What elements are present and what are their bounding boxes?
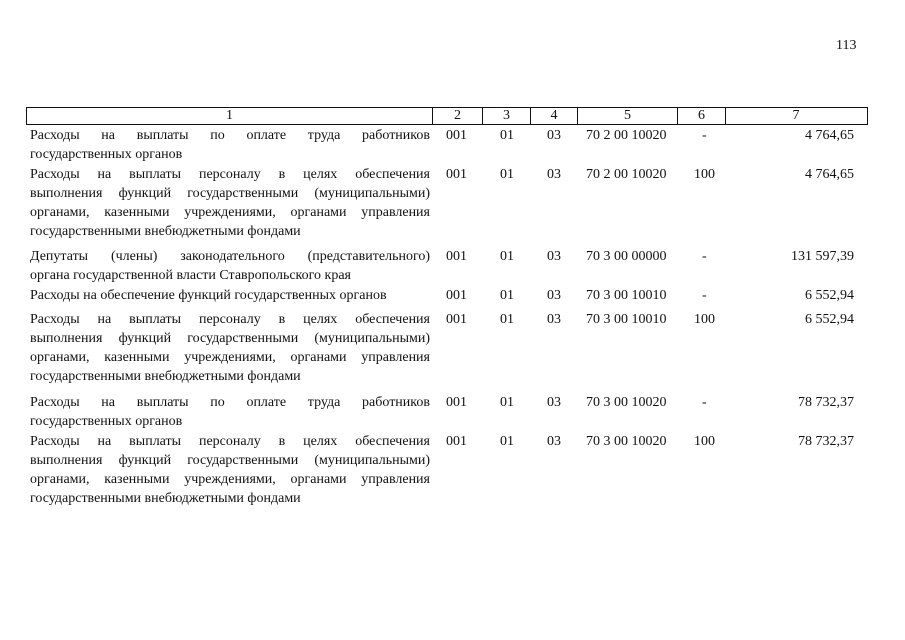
cell-col-7: 4 764,65 (805, 128, 854, 143)
header-col-7: 7 (792, 108, 800, 123)
description-line: Депутаты (члены) законодательного (представительного) (30, 249, 430, 264)
cell-col-7: 131 597,39 (791, 249, 854, 264)
description-line: государственных органов (30, 414, 183, 429)
cell-col-2: 001 (446, 288, 467, 303)
cell-col-4: 03 (547, 395, 561, 410)
cell-col-5: 70 3 00 10020 (586, 434, 667, 449)
description-line: органами, казенными учреждениями, органами управления (30, 472, 430, 487)
row-description (30, 286, 430, 305)
description-line: Расходы на обеспечение функций государственных органов (30, 288, 387, 303)
cell-col-5: 70 2 00 10020 (586, 167, 667, 182)
description-line: государственными внебюджетными фондами (30, 369, 301, 384)
row-description (30, 432, 430, 508)
cell-col-4: 03 (547, 128, 561, 143)
cell-col-2: 001 (446, 434, 467, 449)
cell-col-4: 03 (547, 434, 561, 449)
header-col-4: 4 (531, 108, 578, 124)
cell-col-3: 01 (500, 395, 514, 410)
cell-col-6: - (702, 128, 707, 143)
cell-col-7: 4 764,65 (805, 167, 854, 182)
description-line: Расходы на выплаты персоналу в целях обеспечения (30, 312, 430, 327)
cell-col-3: 01 (500, 167, 514, 182)
cell-col-6: - (702, 395, 707, 410)
header-col-2: 2 (433, 108, 483, 124)
cell-col-4: 03 (547, 312, 561, 327)
description-line: государственных органов (30, 147, 183, 162)
header-col-5: 5 (578, 108, 678, 124)
description-line: Расходы на выплаты по оплате труда работников (30, 128, 430, 143)
table-header (26, 107, 868, 125)
description-line: органами, казенными учреждениями, органами управления (30, 205, 430, 220)
header-col-3: 3 (483, 108, 531, 124)
cell-col-2: 001 (446, 395, 467, 410)
cell-col-6: 100 (694, 167, 715, 182)
row-description (30, 310, 430, 386)
header-col-6: 6 (678, 108, 726, 124)
cell-col-7: 6 552,94 (805, 288, 854, 303)
cell-col-6: 100 (694, 434, 715, 449)
cell-col-6: 100 (694, 312, 715, 327)
cell-col-7: 6 552,94 (805, 312, 854, 327)
cell-col-4: 03 (547, 249, 561, 264)
description-line: государственными внебюджетными фондами (30, 491, 301, 506)
description-line: выполнения функций государственными (муниципальными) (30, 186, 430, 201)
description-line: органами, казенными учреждениями, органами управления (30, 350, 430, 365)
cell-col-6: - (702, 249, 707, 264)
cell-col-7: 78 732,37 (798, 434, 854, 449)
cell-col-6: - (702, 288, 707, 303)
cell-col-3: 01 (500, 288, 514, 303)
cell-col-5: 70 3 00 00000 (586, 249, 667, 264)
cell-col-3: 01 (500, 249, 514, 264)
cell-col-5: 70 3 00 10020 (586, 395, 667, 410)
row-description (30, 393, 430, 431)
cell-col-4: 03 (547, 167, 561, 182)
cell-col-7: 78 732,37 (798, 395, 854, 410)
description-line: выполнения функций государственными (муниципальными) (30, 453, 430, 468)
cell-col-5: 70 2 00 10020 (586, 128, 667, 143)
cell-col-2: 001 (446, 167, 467, 182)
cell-col-3: 01 (500, 128, 514, 143)
cell-col-3: 01 (500, 312, 514, 327)
header-col-1: 1 (27, 108, 433, 124)
description-line: государственными внебюджетными фондами (30, 224, 301, 239)
description-line: Расходы на выплаты персоналу в целях обеспечения (30, 167, 430, 182)
row-description (30, 247, 430, 285)
cell-col-5: 70 3 00 10010 (586, 312, 667, 327)
cell-col-2: 001 (446, 128, 467, 143)
row-description (30, 165, 430, 241)
cell-col-2: 001 (446, 312, 467, 327)
page-number: 113 (836, 38, 857, 53)
description-line: Расходы на выплаты по оплате труда работников (30, 395, 430, 410)
description-line: Расходы на выплаты персоналу в целях обеспечения (30, 434, 430, 449)
description-line: органа государственной власти Ставропольского края (30, 268, 351, 283)
description-line: выполнения функций государственными (муниципальными) (30, 331, 430, 346)
cell-col-5: 70 3 00 10010 (586, 288, 667, 303)
cell-col-3: 01 (500, 434, 514, 449)
cell-col-4: 03 (547, 288, 561, 303)
row-description (30, 126, 430, 164)
cell-col-2: 001 (446, 249, 467, 264)
